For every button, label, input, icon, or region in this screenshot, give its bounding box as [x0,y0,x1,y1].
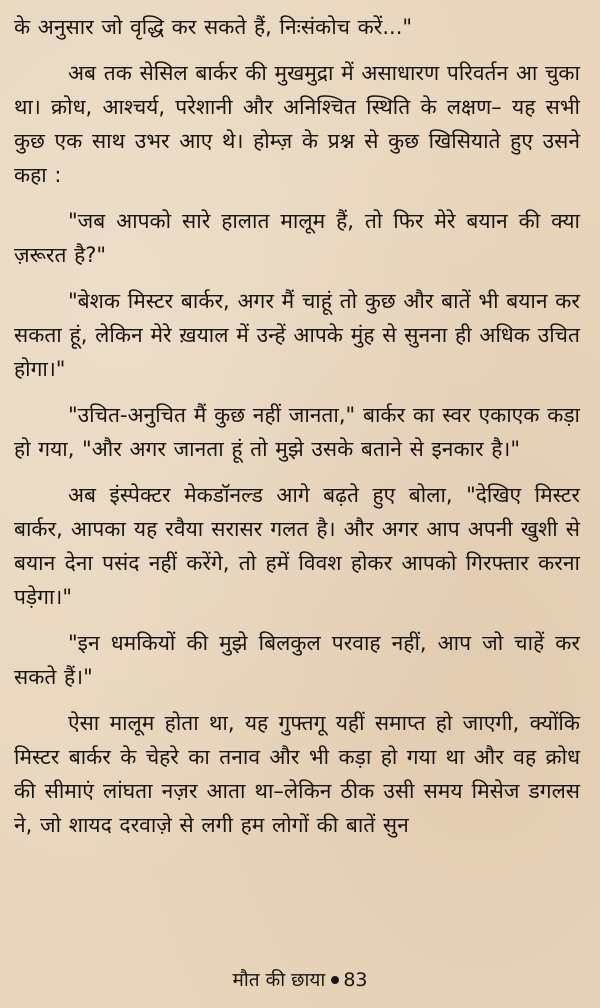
page-footer [0,966,600,992]
paragraph-8: ऐसा मालूम होता था, यह गुफ्तगू यहीं समाप्त हो जाएगी, क्योंकि मिस्टर बार्कर के चेहरे का तनाव और भी कड़ा हो गया था और वह क्रोध की सीमाएं लांघता नज़र आता था–लेकिन ठीक उसी समय मिसेज डगलस ने, जो शायद दरवाज़े से लगी हम लोगों की बातें सुन [14,711,580,837]
paragraph-6: अब इंस्पेक्टर मेकडॉनल्ड आगे बढ़ते हुए बोला, "देखिए मिस्टर बार्कर, आपका यह रवैया सरासर गलत है। और अगर आप अपनी खुशी से बयान देना पसंद नहीं करेंगे, तो हमें विवश होकर आपको गिरफ्तार करना पड़ेगा।" [14,483,580,609]
paragraph-2: अब तक सेसिल बार्कर की मुखमुद्रा में असाधारण परिवर्तन आ चुका था। क्रोध, आश्चर्य, परेशानी और अनिश्चित स्थिति के लक्षण– यह सभी कुछ एक साथ उभर आए थे। होम्ज़ के प्रश्न से कुछ खिसियाते हुए उसने कहा : [14,61,580,187]
paragraph-5: "उचित-अनुचित मैं कुछ नहीं जानता," बार्कर का स्वर एकाएक कड़ा हो गया, "और अगर जानता हूं तो मुझे उसके बताने से इनकार है।" [14,403,580,461]
page-number: 83 [343,969,368,991]
paragraph-4: "बेशक मिस्टर बार्कर, अगर मैं चाहूं तो कुछ और बातें भी बयान कर सकता हूं, लेकिन मेरे ख़याल में उन्हें आपके मुंह से सुनना ही अधिक उचित होगा।" [14,289,580,381]
book-title: मौत की छाया [232,969,326,991]
paragraph-3: "जब आपको सारे हालात मालूम हैं, तो फिर मेरे बयान की क्या ज़रूरत है?" [14,209,580,267]
page-body [14,10,580,854]
paragraph-7: "इन धमकियों की मुझे बिलकुल परवाह नहीं, आप जो चाहें कर सकते हैं।" [14,631,580,689]
paragraph-1: के अनुसार जो वृद्धि कर सकते हैं, निःसंकोच करें..." [14,15,413,39]
bullet-separator [331,976,339,984]
